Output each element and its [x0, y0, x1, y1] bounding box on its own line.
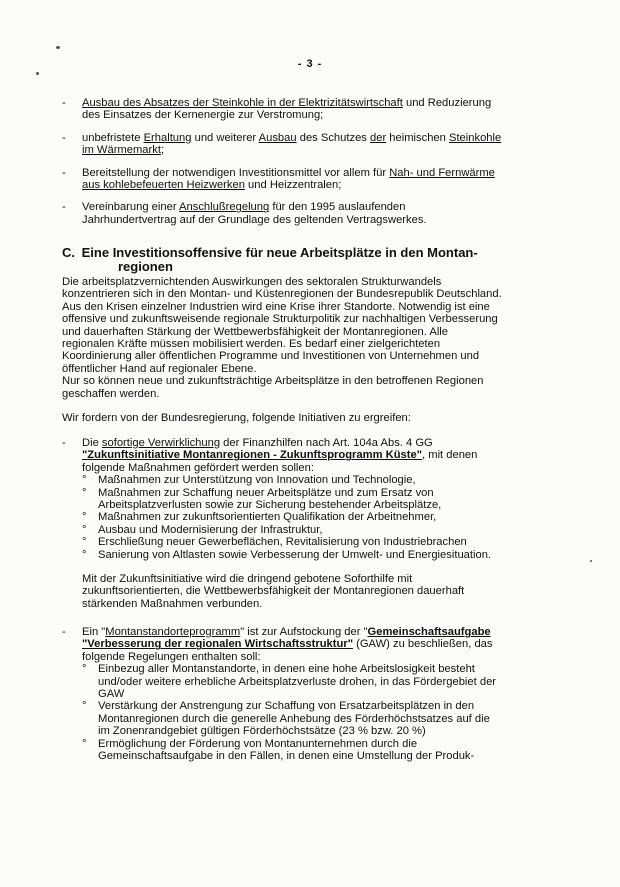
dash-icon: -: [62, 166, 66, 179]
item-text: Vereinbarung einer: [82, 201, 180, 214]
bullet-icon: °: [82, 486, 87, 499]
list-item: [62, 132, 502, 157]
sub-item-text: Einbezug aller Montanstandorte, in denen eine hohe Arbeitslosigkeit besteht und/oder weitere erhebliche Arbeitsplatzverluste drohen, in das Fördergebiet der GAW: [98, 663, 497, 701]
item-text: und weiterer: [191, 131, 259, 144]
sub-item-text: Maßnahmen zur Unterstützung von Innovation und Technologie,: [98, 474, 416, 487]
top-bullet-list: [62, 97, 502, 226]
bullet-icon: °: [82, 737, 87, 750]
list-item: [62, 201, 502, 226]
list-item: [62, 437, 502, 610]
underlined-text: Montanstandorteprogramm: [105, 626, 241, 638]
sub-item-text: Erschließung neuer Gewerbeflächen, Revitalisierung von Industriebrachen: [98, 536, 467, 549]
item-text: " ist zur Aufstockung der ": [240, 626, 368, 638]
scan-speck: [590, 560, 592, 562]
underlined-text: "Zukunftsinitiative Montanregionen - Zukunftsprogramm Küste": [82, 449, 423, 462]
section-intro: [62, 276, 502, 424]
dash-icon: -: [62, 131, 66, 144]
dash-icon: -: [62, 437, 66, 449]
section-title-line1: Eine Investitionsoffensive für neue Arbeitsplätze in den Montan-: [81, 245, 478, 260]
underlined-text: Nah- und Fernwärme aus kohlebefeuerten Heizwerken: [82, 166, 495, 192]
item-text: des Schutzes: [296, 131, 370, 144]
underlined-text: Ausbau des Absatzes der Steinkohle in der Elektrizitätswirtschaft: [82, 97, 403, 109]
dash-icon: -: [62, 626, 66, 638]
bullet-icon: °: [82, 536, 87, 549]
sub-item: [82, 700, 502, 737]
sub-item: [82, 524, 502, 536]
sub-item: [82, 549, 502, 561]
sub-item-text: Maßnahmen zur Schaffung neuer Arbeitsplätze und zum Ersatz von Arbeitsplatzverlusten sowie zur Sicherung bestehender Arbeitsplätze,: [98, 486, 442, 512]
item-text: für den 1995 auslaufenden Jahrhundertvertrag auf der Grundlage des geltenden Vertragswerkes.: [82, 201, 427, 226]
closing-paragraph: Mit der Zukunftsinitiative wird die dringend gebotene Soforthilfe mit zukunftsorientierten, die Wettbewerbsfähigkeit der Montanregionen dauerhaft stärkenden Maßnahmen verbunden.: [82, 573, 465, 610]
bullet-icon: °: [82, 700, 87, 713]
initiative-item-1: [62, 437, 502, 610]
page-number: - 3 -: [297, 58, 323, 70]
bullet-icon: °: [82, 548, 87, 561]
list-item: [62, 626, 502, 762]
demand-sentence: Wir fordern von der Bundesregierung, folgende Initiativen zu ergreifen:: [62, 412, 411, 425]
underlined-text: Steinkohle im Wärmemarkt: [82, 131, 502, 157]
item-text: Ein ": [82, 626, 106, 638]
list-item: [62, 167, 502, 192]
item-text: unbefristete: [82, 131, 144, 144]
item-text: und Heizzentralen;: [244, 179, 342, 192]
list-item: [62, 97, 502, 122]
sub-item-text: Ermöglichung der Förderung von Montanunternehmen durch die Gemeinschaftsaufgabe in den Fällen, in denen eine Umstellung der Produk-: [98, 737, 475, 763]
item-text: (GAW) zu beschließen, das folgende Regelungen enthalten soll:: [82, 638, 493, 663]
underlined-text: Erhaltung: [143, 131, 192, 144]
sub-item-text: Maßnahmen zur zukunftsorientierten Qualifikation der Arbeitnehmer,: [98, 511, 437, 524]
dash-icon: -: [62, 201, 66, 214]
sub-item: [82, 663, 502, 700]
scan-speck: [56, 46, 60, 49]
item-text: ;: [160, 144, 165, 157]
section-heading: [62, 246, 502, 274]
bullet-icon: °: [82, 511, 87, 524]
item-text: , mit denen folgende Maßnahmen gefördert werden sollen:: [82, 449, 478, 474]
sub-item: [82, 536, 502, 548]
underlined-text: der: [370, 131, 387, 144]
underlined-text: Ausbau: [258, 131, 297, 144]
item-text: heimischen: [386, 131, 449, 144]
bullet-icon: °: [82, 523, 87, 536]
section-letter: C.: [62, 245, 75, 260]
item-text: Bereitstellung der notwendigen Investitionsmittel vor allem für: [82, 166, 390, 179]
bullet-icon: °: [82, 474, 87, 487]
dash-icon: -: [62, 97, 66, 109]
sub-item: [82, 738, 502, 763]
item-text: der Finanzhilfen nach Art. 104a Abs. 4 GG: [220, 437, 433, 449]
intro-paragraph-2: Nur so können neue und zukunftsträchtige Arbeitsplätze in den betroffenen Regionen geschaffen werden.: [62, 375, 484, 400]
initiative-item-2: [62, 626, 502, 762]
sub-item-text: Sanierung von Altlasten sowie Verbesserung der Umwelt- und Energiesituation.: [98, 548, 492, 561]
sub-item-text: Ausbau und Modernisierung der Infrastruktur,: [98, 523, 323, 536]
scan-speck: [36, 72, 39, 75]
underlined-text: sofortige Verwirklichung: [101, 437, 221, 449]
sub-item: [82, 511, 502, 523]
sub-item: [82, 474, 502, 486]
intro-paragraph: Die arbeitsplatzvernichtenden Auswirkungen des sektoralen Strukturwandels konzentrieren sich in den Montan- und Küstenregionen der Bundesrepublik Deutschland. Aus den Krisen einzelner Industrien wird eine Krise ihrer Standorte. Notwendig ist eine offensive und zukunftsweisende regionale Strukturpolitik zur nachhaltigen Verbesserung und dauerhaften Stärkung der Wettbewerbsfähigkeit der Montanregionen. Alle regionalen Kräfte müssen mobilisiert werden. Es bedarf einer zielgerichteten Koordinierung aller öffentlichen Programme und Investitionen von Unternehmen und öffentlicher Hand auf regionaler Ebene.: [62, 276, 502, 375]
underlined-text: Anschlußregelung: [179, 201, 270, 214]
sub-item-text: Verstärkung der Anstrengung zur Schaffung von Ersatzarbeitsplätzen in den Montanregionen durch die generelle Anhebung des Förderhöchstsatzes auf die im Zonenrandgebiet gültigen Förderhöchstsätze (23 % bzw. 20 %): [98, 700, 490, 738]
item-text: und Reduzierung des Einsatzes der Kernenergie zur Verstromung;: [82, 97, 492, 122]
item-text: Die: [82, 437, 102, 449]
underlined-text: Gemeinschaftsaufgabe "Verbesserung der regionalen Wirtschaftsstruktur": [82, 626, 491, 651]
bullet-icon: °: [82, 663, 87, 676]
sub-item: [82, 487, 502, 512]
section-title-line2: regionen: [118, 259, 173, 274]
